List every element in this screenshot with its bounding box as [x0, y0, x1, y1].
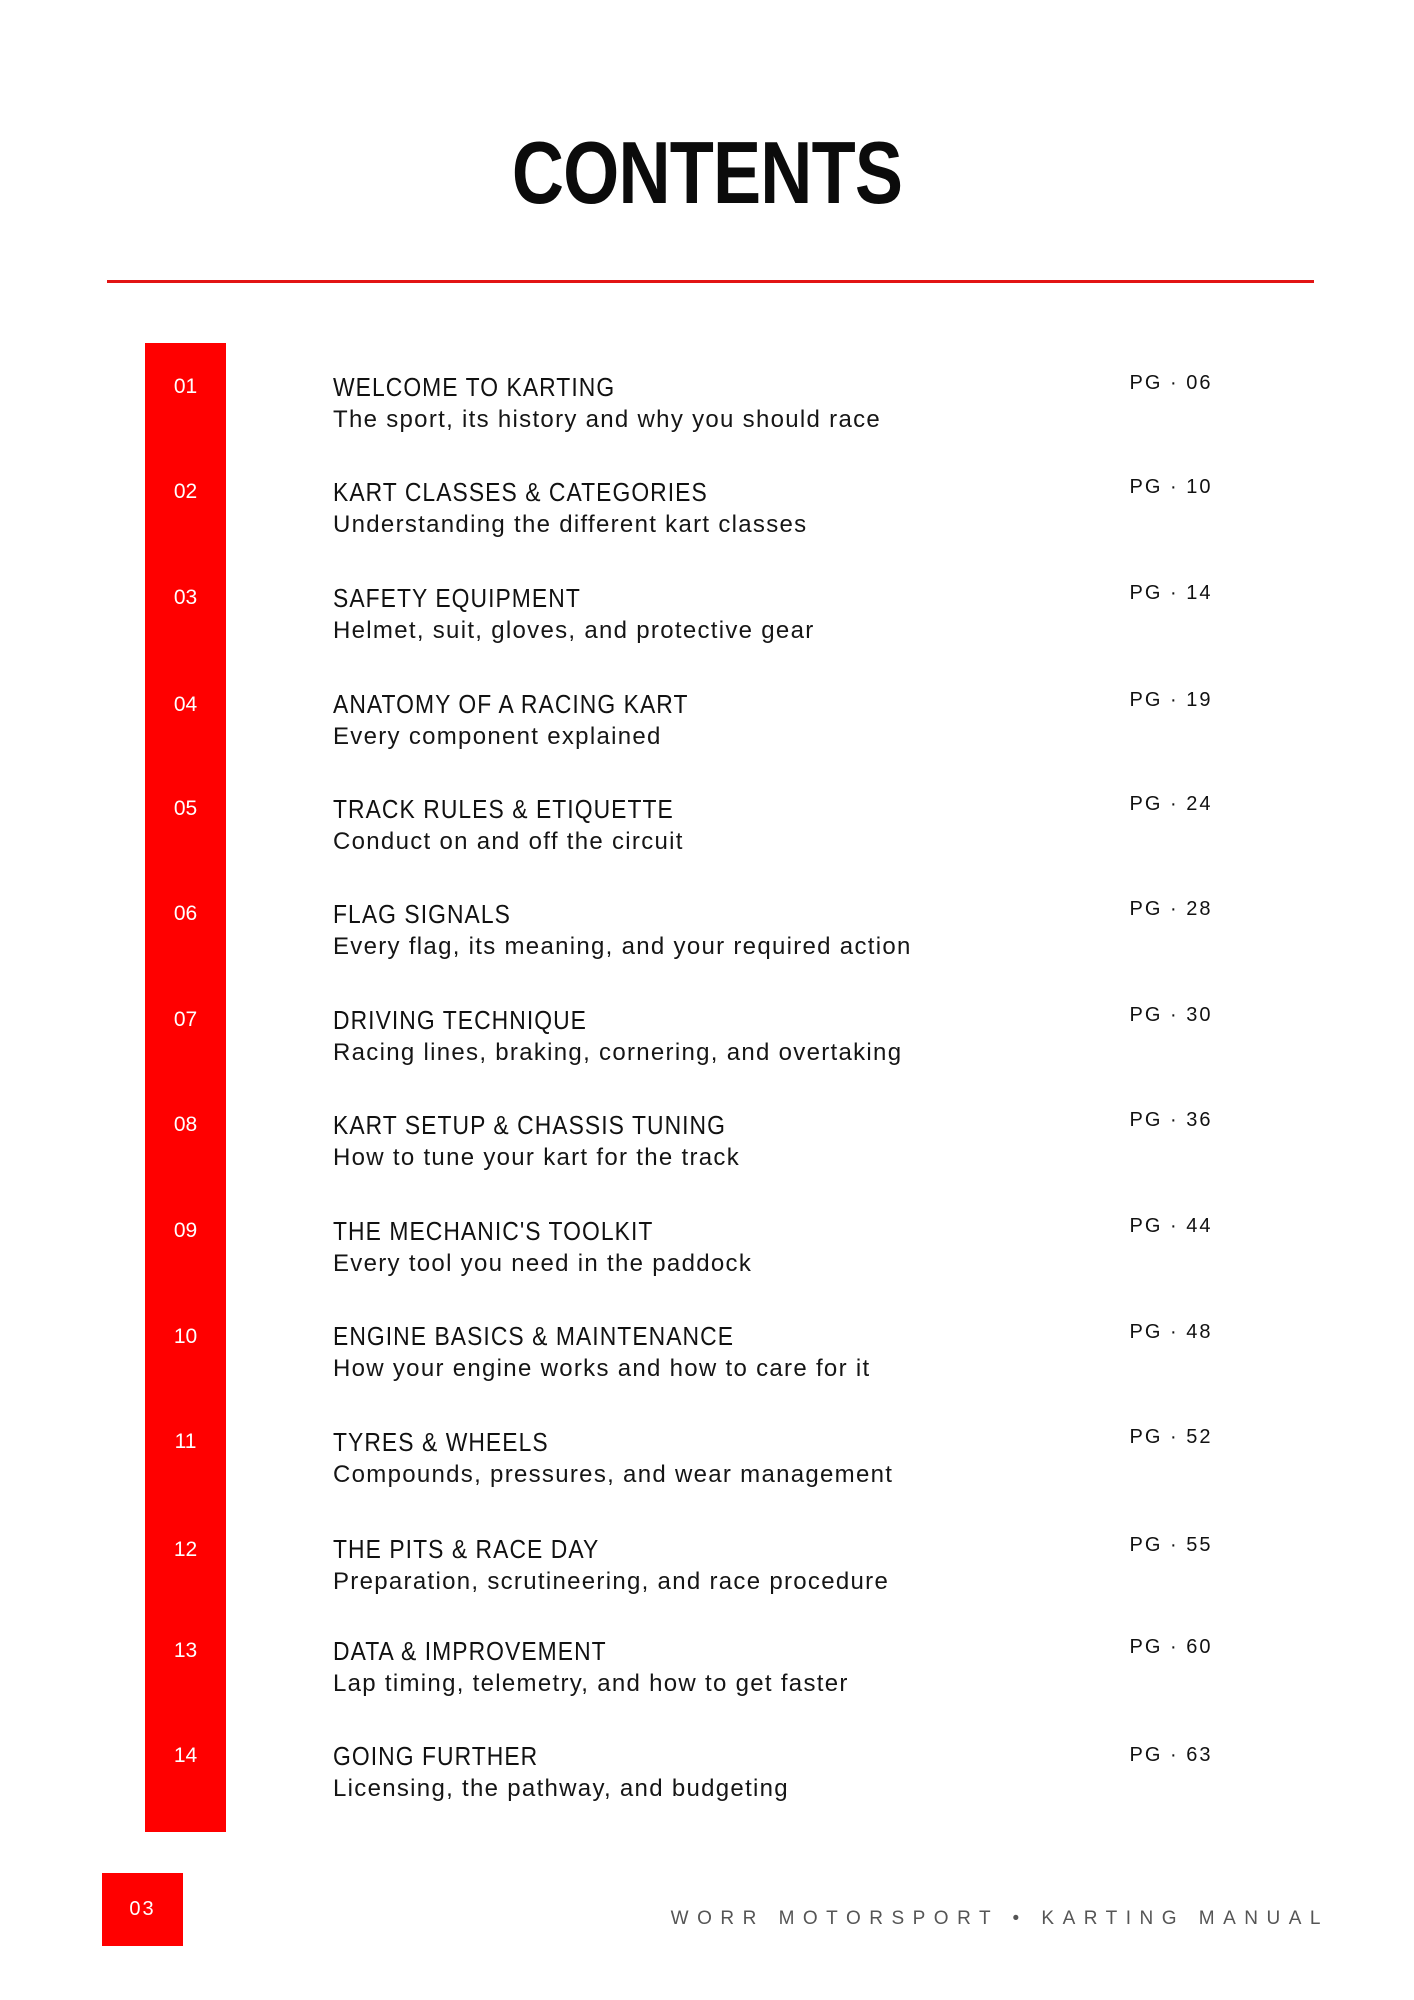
chapter-number: 07 — [173, 1008, 198, 1031]
toc-entry[interactable] — [333, 899, 1133, 962]
chapter-number: 09 — [173, 1219, 198, 1242]
chapter-number: 03 — [173, 586, 198, 609]
toc-entry[interactable] — [333, 1534, 1133, 1597]
entry-title: TYRES & WHEELS — [333, 1427, 549, 1457]
entry-title: WELCOME TO KARTING — [333, 372, 616, 402]
entry-page-number: PG · 24 — [1129, 793, 1213, 815]
entry-page-number: PG · 52 — [1129, 1426, 1213, 1448]
toc-entry[interactable] — [333, 794, 1133, 857]
entry-subtitle: Compounds, pressures, and wear management — [333, 1461, 894, 1488]
entry-subtitle: Every component explained — [333, 723, 662, 750]
entry-title: ANATOMY OF A RACING KART — [333, 689, 689, 719]
entry-title: THE PITS & RACE DAY — [333, 1534, 600, 1564]
entry-subtitle: Preparation, scrutineering, and race procedure — [333, 1568, 890, 1595]
entry-subtitle: Every flag, its meaning, and your required action — [333, 933, 912, 960]
chapter-number-bar — [145, 343, 226, 1832]
chapter-number: 14 — [173, 1744, 198, 1767]
chapter-number: 12 — [173, 1538, 198, 1561]
entry-page-number: PG · 14 — [1129, 582, 1213, 604]
chapter-number: 04 — [173, 693, 198, 716]
entry-title: ENGINE BASICS & MAINTENANCE — [333, 1321, 735, 1351]
page-number-badge: 03 — [102, 1873, 183, 1946]
entry-page-number: PG · 19 — [1129, 689, 1213, 711]
entry-title: GOING FURTHER — [333, 1741, 539, 1771]
entry-subtitle: Lap timing, telemetry, and how to get faster — [333, 1670, 849, 1697]
chapter-number: 02 — [173, 480, 198, 503]
entry-page-number: PG · 28 — [1129, 898, 1213, 920]
entry-title: DRIVING TECHNIQUE — [333, 1005, 587, 1035]
entry-page-number: PG · 36 — [1129, 1109, 1213, 1131]
entry-subtitle: Licensing, the pathway, and budgeting — [333, 1775, 789, 1802]
entry-page-number: PG · 63 — [1129, 1744, 1213, 1766]
chapter-number: 13 — [173, 1639, 198, 1662]
entry-page-number: PG · 60 — [1129, 1636, 1213, 1658]
toc-entry[interactable] — [333, 1427, 1133, 1490]
entry-subtitle: Racing lines, braking, cornering, and overtaking — [333, 1039, 903, 1066]
entry-subtitle: Understanding the different kart classes — [333, 511, 808, 538]
entry-title: KART SETUP & CHASSIS TUNING — [333, 1110, 727, 1140]
toc-entry[interactable] — [333, 372, 1133, 435]
entry-title: FLAG SIGNALS — [333, 899, 511, 929]
entry-title: KART CLASSES & CATEGORIES — [333, 477, 708, 507]
page-title: CONTENTS — [511, 123, 903, 222]
toc-entry[interactable] — [333, 1216, 1133, 1279]
toc-entry[interactable] — [333, 1321, 1133, 1384]
entry-page-number: PG · 06 — [1129, 372, 1213, 394]
entry-page-number: PG · 10 — [1129, 476, 1213, 498]
entry-page-number: PG · 48 — [1129, 1321, 1213, 1343]
chapter-number: 08 — [173, 1113, 198, 1136]
chapter-number: 10 — [173, 1325, 198, 1348]
toc-entry[interactable] — [333, 1110, 1133, 1173]
entry-title: THE MECHANIC'S TOOLKIT — [333, 1216, 654, 1246]
entry-subtitle: How to tune your kart for the track — [333, 1144, 740, 1171]
entry-subtitle: Helmet, suit, gloves, and protective gear — [333, 617, 815, 644]
toc-entry[interactable] — [333, 1005, 1133, 1068]
chapter-number: 05 — [173, 797, 198, 820]
entry-page-number: PG · 44 — [1129, 1215, 1213, 1237]
entry-page-number: PG · 30 — [1129, 1004, 1213, 1026]
entry-subtitle: The sport, its history and why you should race — [333, 406, 882, 433]
chapter-number: 11 — [174, 1430, 197, 1453]
chapter-number: 01 — [173, 375, 198, 398]
footer-label: WORR MOTORSPORT • KARTING MANUAL — [670, 1908, 1329, 1929]
toc-entry[interactable] — [333, 689, 1133, 752]
entry-subtitle: How your engine works and how to care for it — [333, 1355, 871, 1382]
toc-entry[interactable] — [333, 1741, 1133, 1804]
title-divider — [107, 280, 1314, 283]
entry-title: SAFETY EQUIPMENT — [333, 583, 581, 613]
entry-subtitle: Conduct on and off the circuit — [333, 828, 684, 855]
entry-title: TRACK RULES & ETIQUETTE — [333, 794, 674, 824]
entry-page-number: PG · 55 — [1129, 1534, 1213, 1556]
entry-subtitle: Every tool you need in the paddock — [333, 1250, 753, 1277]
toc-entry[interactable] — [333, 1636, 1133, 1699]
entry-title: DATA & IMPROVEMENT — [333, 1636, 607, 1666]
toc-entry[interactable] — [333, 583, 1133, 646]
chapter-number: 06 — [173, 902, 198, 925]
toc-entry[interactable] — [333, 477, 1133, 540]
